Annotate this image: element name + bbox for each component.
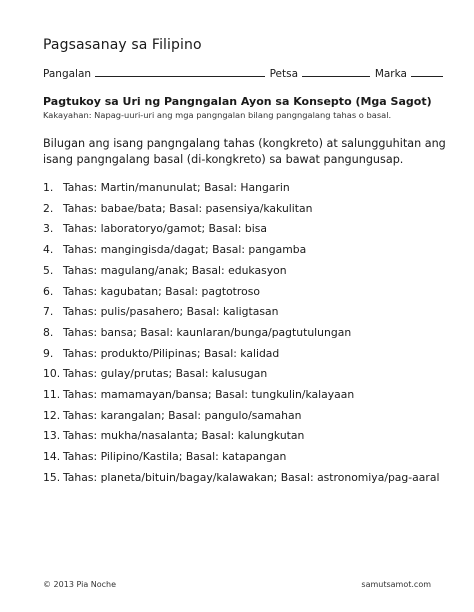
item-number: 6. (43, 284, 54, 298)
list-item (43, 347, 458, 360)
grade-label: Marka (374, 68, 407, 80)
list-item (43, 222, 458, 235)
item-text: Tahas: bansa; Basal: kaunlaran/bunga/pagtutulungan (63, 325, 352, 339)
item-number: 8. (43, 325, 54, 339)
item-number: 10. (43, 367, 61, 381)
item-number: 7. (43, 305, 54, 319)
item-text: Tahas: Pilipino/Kastila; Basal: katapangan (63, 450, 287, 464)
item-text: Tahas: Martin/manunulat; Basal: Hangarin (63, 181, 290, 194)
instructions: Bilugan ang isang pangngalang tahas (kongkreto) at salungguhitan ang isang pangngalang basal (di-kongkreto) sa bawat pangungusap. (43, 137, 446, 166)
item-number: 4. (43, 243, 54, 257)
list-item (43, 450, 458, 463)
page-title: Pagsasanay sa Filipino (43, 37, 202, 53)
item-number: 14. (43, 450, 61, 464)
list-item (43, 326, 458, 339)
answer-list (43, 181, 458, 492)
item-text: Tahas: karangalan; Basal: pangulo/samahan (63, 408, 302, 422)
item-text: Tahas: mangingisda/dagat; Basal: pangamba (63, 243, 307, 257)
list-item (43, 388, 458, 401)
item-text: Tahas: pulis/pasahero; Basal: kaligtasan (63, 305, 279, 319)
copyright-notice: © 2013 Pia Noche (43, 580, 117, 589)
item-text: Tahas: babae/bata; Basal: pasensiya/kakulitan (63, 201, 313, 215)
worksheet-subtitle: Pagtukoy sa Uri ng Pangngalan Ayon sa Konsepto (Mga Sagot) (43, 95, 432, 108)
item-number: 11. (43, 388, 61, 402)
list-item (43, 471, 458, 484)
item-number: 3. (43, 222, 54, 236)
list-item (43, 409, 458, 422)
site-link[interactable]: samutsamot.com (361, 580, 431, 589)
date-blank[interactable] (302, 66, 370, 77)
list-item (43, 202, 458, 215)
item-text: Tahas: mamamayan/bansa; Basal: tungkulin/kalayaan (63, 388, 355, 402)
item-text: Tahas: mukha/nasalanta; Basal: kalungkutan (63, 429, 305, 443)
item-number: 9. (43, 346, 54, 360)
item-text: Tahas: kagubatan; Basal: pagtotroso (63, 284, 260, 298)
item-text: Tahas: produkto/Pilipinas; Basal: kalidad (63, 346, 280, 360)
item-text: Tahas: planeta/bituin/bagay/kalawakan; Basal: astronomiya/pag-aaral (63, 470, 440, 484)
item-number: 13. (43, 429, 61, 443)
item-number: 15. (43, 470, 61, 484)
list-item (43, 264, 458, 277)
name-label: Pangalan (43, 68, 92, 80)
student-info-fields (43, 66, 443, 80)
item-text: Tahas: laboratoryo/gamot; Basal: bisa (63, 222, 267, 236)
list-item (43, 285, 458, 298)
item-number: 1. (43, 181, 54, 194)
date-label: Petsa (269, 68, 299, 80)
item-text: Tahas: gulay/prutas; Basal: kalusugan (63, 367, 268, 381)
name-blank[interactable] (95, 66, 265, 77)
list-item (43, 305, 458, 318)
list-item (43, 243, 458, 256)
item-number: 2. (43, 201, 54, 215)
list-item (43, 181, 458, 194)
list-item (43, 367, 458, 380)
item-number: 5. (43, 263, 54, 277)
list-item (43, 429, 458, 442)
grade-blank[interactable] (411, 66, 443, 77)
skill-description: Kakayahan: Napag-uuri-uri ang mga pangngalan bilang pangngalang tahas o basal. (43, 110, 392, 120)
item-number: 12. (43, 408, 61, 422)
item-text: Tahas: magulang/anak; Basal: edukasyon (63, 263, 287, 277)
